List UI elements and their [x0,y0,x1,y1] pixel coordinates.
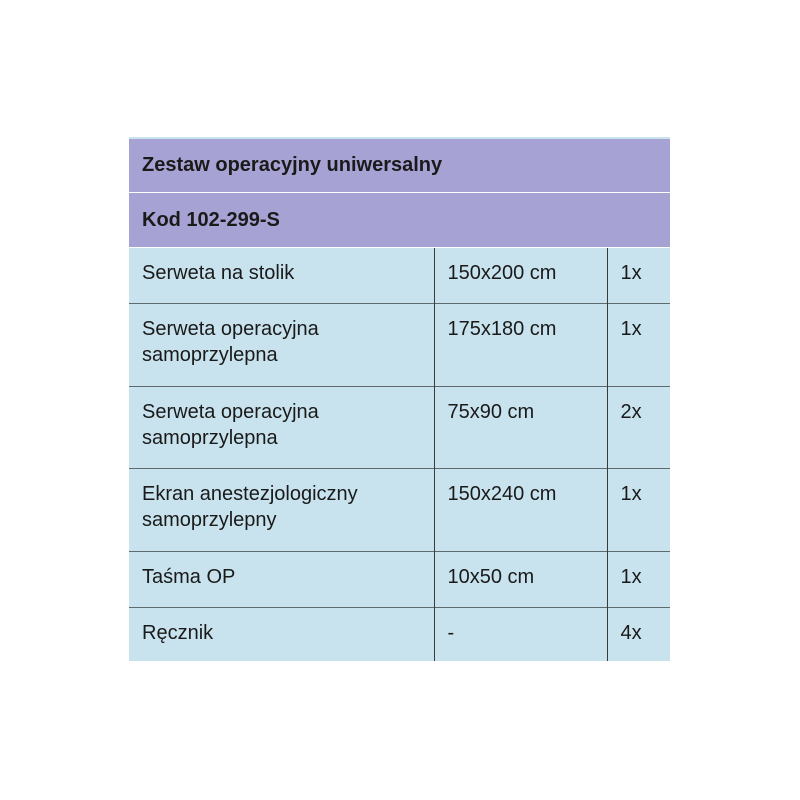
item-name: Taśma OP [129,552,434,608]
table-row [129,469,670,552]
product-sheet [129,137,670,661]
table-row [129,608,670,662]
table-row [129,304,670,387]
item-name: Ręcznik [129,608,434,662]
item-quantity: 4x [607,608,670,662]
item-size: 175x180 cm [434,304,607,387]
item-name: Ekran anestezjologiczny samoprzylepny [129,469,434,552]
item-size: 150x240 cm [434,469,607,552]
item-quantity: 2x [607,387,670,469]
item-size: - [434,608,607,662]
table-row [129,387,670,469]
item-size: 150x200 cm [434,248,607,304]
item-quantity: 1x [607,469,670,552]
kit-code: Kod 102-299-S [129,193,670,248]
item-size: 10x50 cm [434,552,607,608]
item-name: Serweta operacyjna samoprzylepna [129,387,434,469]
table-row [129,248,670,304]
kit-title: Zestaw operacyjny uniwersalny [129,139,670,193]
kit-title-row [129,139,670,193]
table-row [129,552,670,608]
kit-code-row [129,193,670,248]
item-quantity: 1x [607,552,670,608]
kit-table [129,139,670,661]
item-name: Serweta operacyjna samoprzylepna [129,304,434,387]
item-size: 75x90 cm [434,387,607,469]
item-quantity: 1x [607,248,670,304]
item-name: Serweta na stolik [129,248,434,304]
item-quantity: 1x [607,304,670,387]
